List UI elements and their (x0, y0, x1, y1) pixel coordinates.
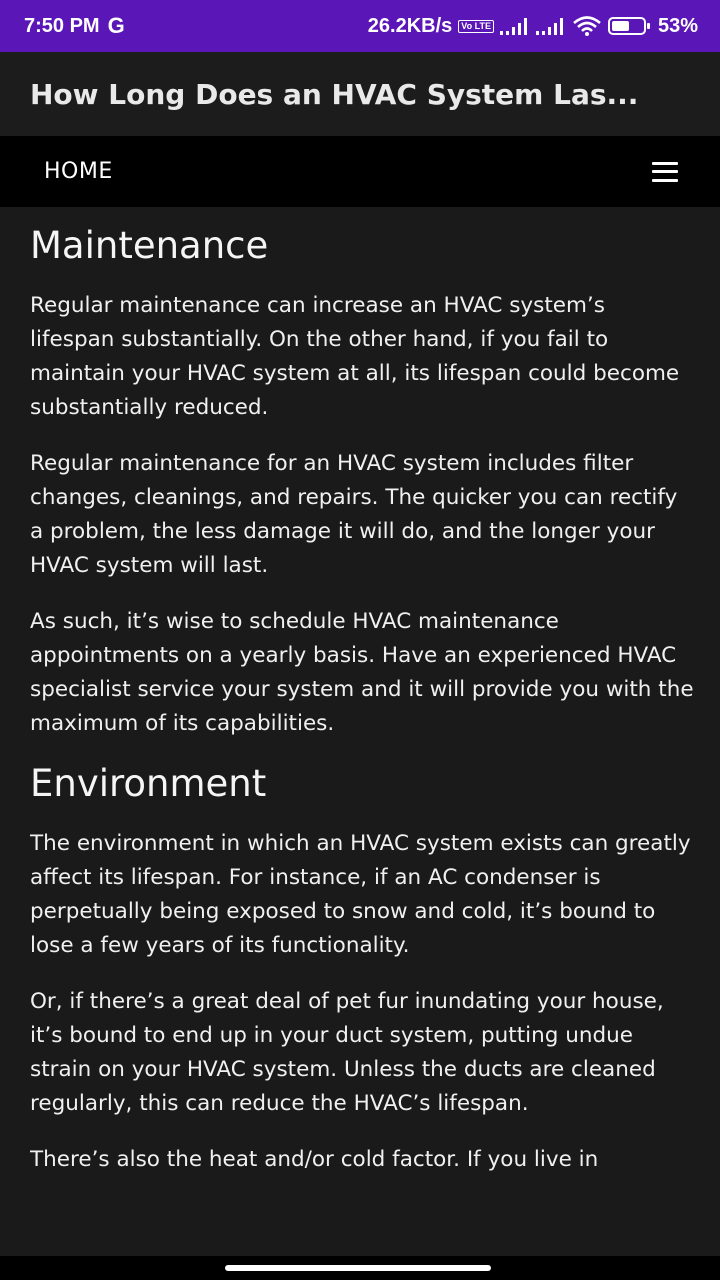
status-left (24, 13, 125, 39)
paragraph: Or, if there’s a great deal of pet fur inundating your house, it’s bound to end up in your duct system, putting undue strain on your HVAC system. Unless the ducts are cleaned regularly, this can reduce the HVAC’s lifespan. (30, 989, 664, 1116)
paragraph: As such, it’s wise to schedule HVAC maintenance appointments on a yearly basis. Have an experienced HVAC specialist service your system and it will provide you with the maximum of its capabilities. (30, 609, 694, 736)
section-heading: Maintenance (30, 224, 269, 267)
page-title: How Long Does an HVAC System Las... (30, 77, 639, 111)
network-speed: 26.2KB/s (367, 14, 453, 37)
menu-line (652, 162, 678, 165)
battery-percent: 53% (657, 14, 698, 37)
nav-home-link[interactable]: HOME (44, 159, 113, 184)
paragraph: The environment in which an HVAC system exists can greatly affect its lifespan. For instance, if an AC condenser is perpetually being exposed to snow and cold, it’s bound to lose a few years of its functionality. (30, 831, 691, 958)
signal-icon-sim1 (500, 17, 530, 35)
clock: 7:50 PM (24, 14, 100, 37)
menu-line (652, 179, 678, 182)
status-right (368, 15, 698, 38)
status-bar (0, 0, 720, 52)
paragraph: There’s also the heat and/or cold factor. If you live in (30, 1147, 599, 1172)
paragraph: Regular maintenance can increase an HVAC system’s lifespan substantially. On the other hand, if you fail to maintain your HVAC system at all, its lifespan could become substantially reduced. (30, 293, 680, 420)
navigation-bar (0, 136, 720, 207)
app-bar (0, 52, 720, 136)
volte-icon: Vo LTE (458, 20, 494, 33)
paragraph: Regular maintenance for an HVAC system includes filter changes, cleanings, and repairs. The quicker you can rectify a problem, the less damage it will do, and the longer your HVAC system will last. (30, 451, 678, 578)
section-heading: Environment (30, 762, 267, 805)
signal-icon-sim2 (536, 17, 566, 35)
menu-line (652, 170, 678, 173)
wifi-icon (572, 15, 602, 37)
hamburger-menu-icon[interactable] (652, 162, 678, 182)
gesture-handle[interactable] (225, 1265, 491, 1271)
google-icon: G (107, 13, 125, 38)
article-content (30, 207, 694, 1257)
battery-icon (608, 16, 652, 36)
